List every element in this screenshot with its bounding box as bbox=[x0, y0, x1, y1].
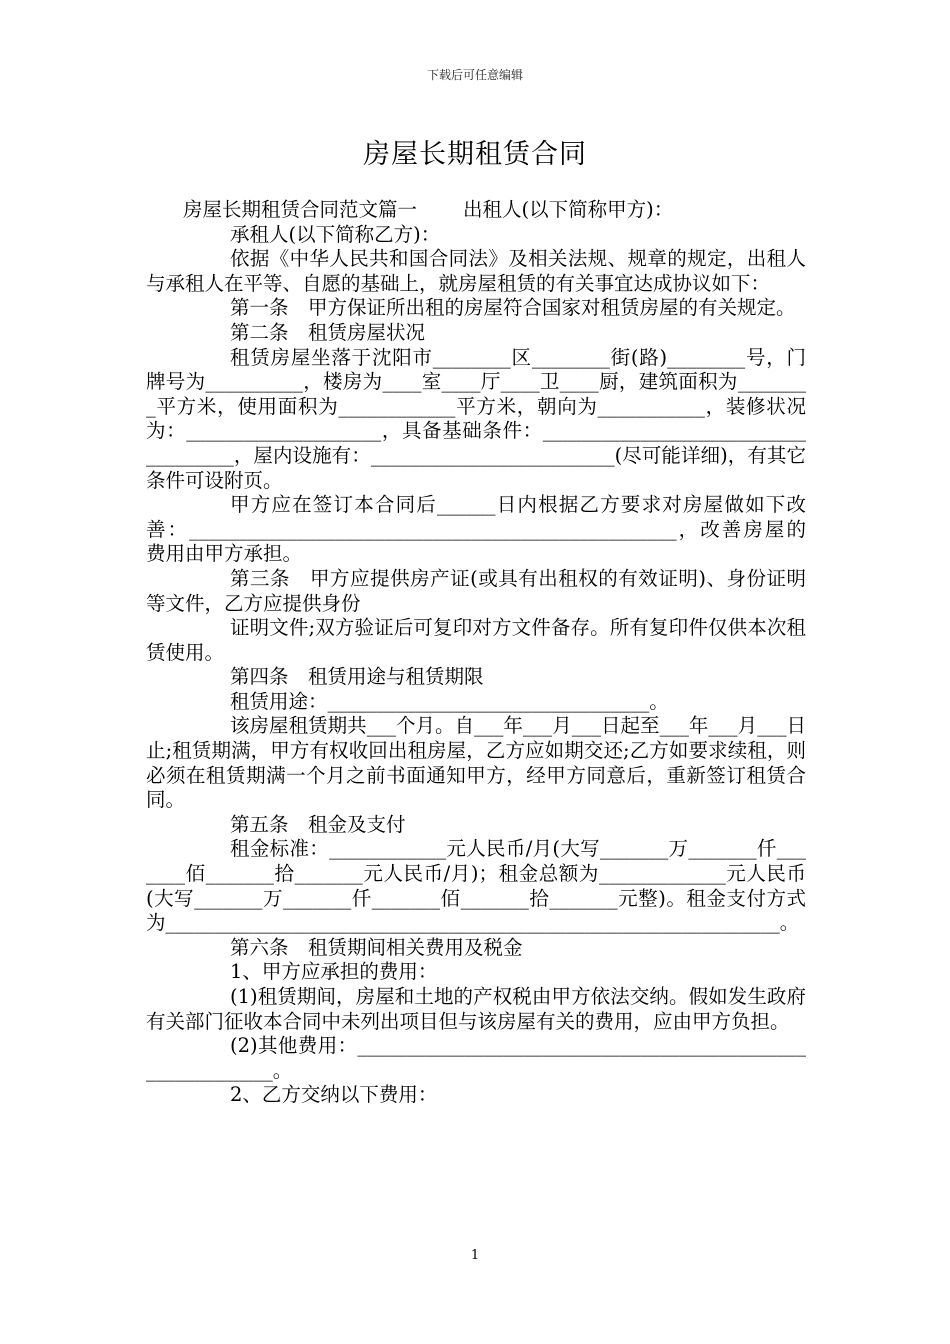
paragraph: 第一条 甲方保证所出租的房屋符合国家对租赁房屋的有关规定。 bbox=[230, 296, 796, 320]
paragraph: 租金标准：____________元人民币/月(大写_______万_______仟_______佰_______拾_______元人民币/月)；租金总额为_____________元人民币(大写_______万_______仟_______佰_______拾_______元整)。租金支付方式为_______________________________________________________________。 bbox=[146, 837, 806, 935]
paragraph: 租赁房屋坐落于沈阳市________区________街(路)________号，门牌号为__________，楼房为____室____厅____卫____厨，建筑面积为________平方米，使用面积为____________平方米，朝向为___________，装修状况为：____________________，具备基础条件：____________________________________，屋内设施有：_________________________(尽可能详细)，有其它条件可设附页。 bbox=[146, 345, 806, 492]
paragraph: 2、乙方交纳以下费用： bbox=[230, 1083, 438, 1107]
paragraph: 租赁用途：_________________________________。 bbox=[230, 689, 669, 713]
lead-part-1: 房屋长期租赁合同范文篇一 bbox=[183, 198, 418, 221]
paragraph: 证明文件;双方验证后可复印对方文件备存。所有复印件仅供本次租赁使用。 bbox=[146, 616, 806, 664]
lead-part-2: 出租人(以下简称甲方)： bbox=[463, 198, 674, 221]
paragraph: 该房屋租赁期共___个月。自___年___月___日起至___年___月___日止;租赁期满，甲方有权收回出租房屋，乙方应如期交还;乙方如要求续租，则必须在租赁期满一个月之前书面通知甲方，经甲方同意后，重新签订租赁合同。 bbox=[146, 714, 806, 812]
paragraph: 第三条 甲方应提供房产证(或具有出租权的有效证明)、身份证明等文件，乙方应提供身份 bbox=[146, 566, 806, 615]
paragraph: (2)其他费用：___________________________________________________________。 bbox=[146, 1034, 806, 1082]
paragraph: 依据《中华人民共和国合同法》及相关法规、规章的规定，出租人与承租人在平等、自愿的基础上，就房屋租赁的有关事宜达成协议如下： bbox=[146, 247, 806, 295]
lead-paragraph bbox=[146, 198, 806, 223]
section-heading: 第六条 租赁期间相关费用及税金 bbox=[230, 935, 523, 959]
paragraph: 甲方应在签订本合同后______日内根据乙方要求对房屋做如下改善：__________________________________________________，改善房屋的费用由甲方承担。 bbox=[146, 493, 806, 566]
section-heading: 第五条 租金及支付 bbox=[230, 812, 406, 836]
paragraph: 承租人(以下简称乙方)： bbox=[230, 222, 441, 246]
paragraph: (1)租赁期间，房屋和土地的产权税由甲方依法交纳。假如发生政府有关部门征收本合同中未列出项目但与该房屋有关的费用，应由甲方负担。 bbox=[146, 985, 806, 1033]
document-body bbox=[146, 198, 806, 1108]
section-heading: 第二条 租赁房屋状况 bbox=[230, 320, 426, 344]
paragraph: 1、甲方应承担的费用： bbox=[230, 960, 438, 984]
page-header: 下载后可任意编辑 bbox=[426, 68, 523, 82]
document-title: 房屋长期租赁合同 bbox=[363, 139, 587, 170]
page-number: 1 bbox=[470, 1248, 480, 1263]
section-heading: 第四条 租赁用途与租赁期限 bbox=[230, 665, 484, 689]
